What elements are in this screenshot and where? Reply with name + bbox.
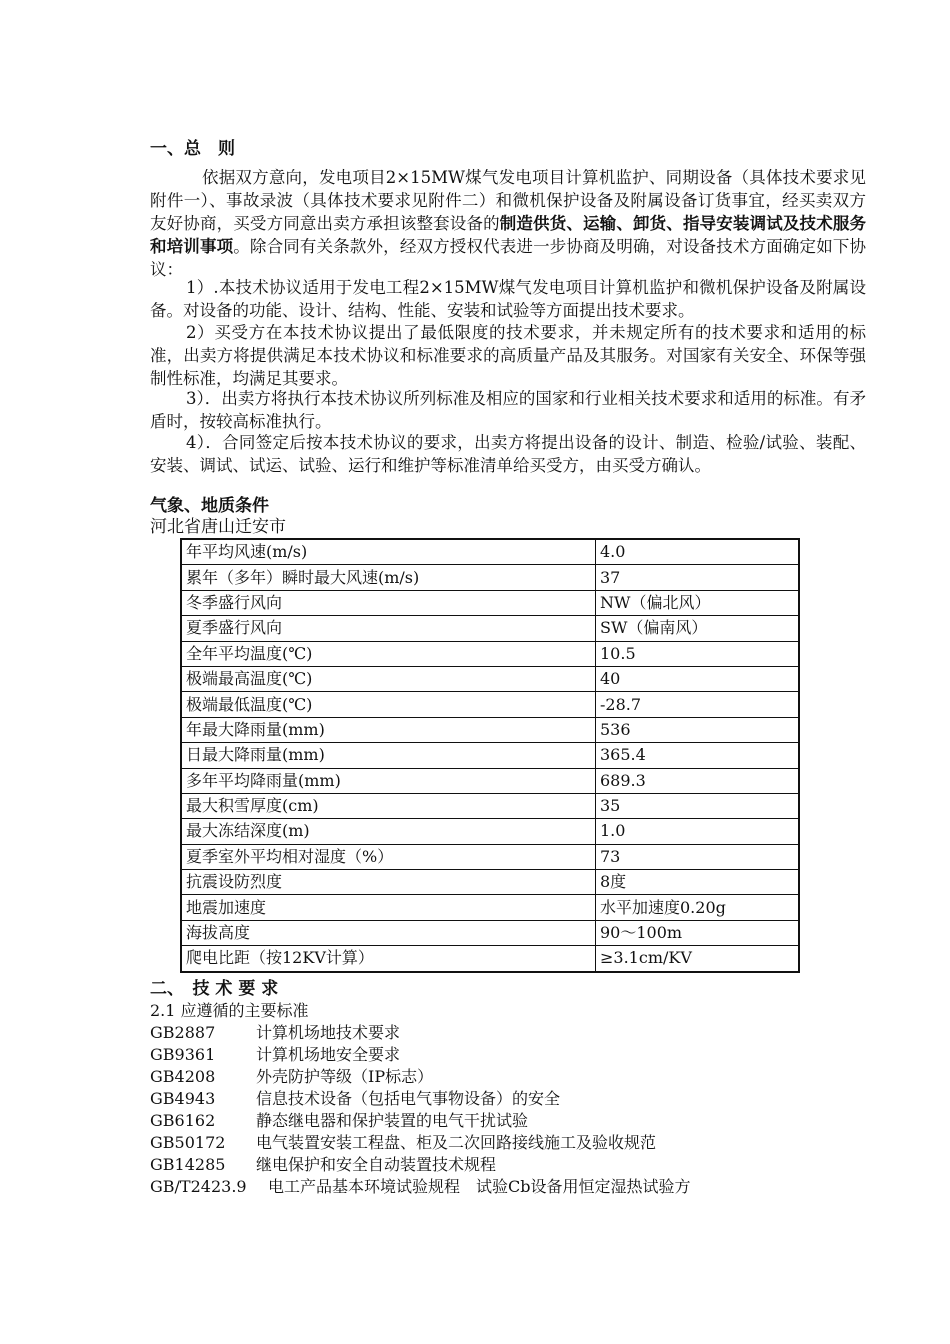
standard-name: 电气装置安装工程盘、柜及二次回路接线施工及验收规范 <box>256 1133 657 1152</box>
climate-parameter: 累年（多年）瞬时最大风速(m/s) <box>181 565 596 590</box>
standard-code: GB6162 <box>150 1111 216 1130</box>
intro-text: 依据双方意向，发电项目2×15MW煤气发电项目计算机监护、同期设备（具体技术要求见附件一）、事故录波（具体技术要求见附件二）和微机保护设备及附属设备订货事宜，经买卖双方友好协商，买受方同意出卖方承担该整套设备的 <box>150 168 866 233</box>
climate-value: 水平加速度0.20g <box>596 895 800 920</box>
climate-row <box>181 692 799 717</box>
climate-parameter: 最大冻结深度(m) <box>181 819 596 844</box>
clause-3: 3）．出卖方将执行本技术协议所列标准及相应的国家和行业相关技术要求和适用的标准。有矛盾时，按较高标准执行。 <box>150 389 866 431</box>
intro-bold-text: 制造供货、运输、卸货、指导安装调试及技术服务和培训事项 <box>150 214 867 256</box>
climate-parameter: 夏季盛行风向 <box>181 616 596 641</box>
climate-parameter: 极端最高温度(℃) <box>181 666 596 691</box>
climate-row <box>181 946 799 972</box>
standard-item <box>150 1176 691 1198</box>
climate-value: 1.0 <box>596 819 800 844</box>
climate-value: 10.5 <box>596 641 800 666</box>
standard-name: 静态继电器和保护装置的电气干扰试验 <box>256 1111 529 1130</box>
standard-name: 计算机场地安全要求 <box>256 1045 401 1064</box>
climate-parameter: 年最大降雨量(mm) <box>181 717 596 742</box>
climate-value: SW（偏南风） <box>596 616 800 641</box>
climate-value: ≥3.1cm/KV <box>596 946 800 972</box>
standard-name: 计算机场地技术要求 <box>256 1023 401 1042</box>
climate-row <box>181 743 799 768</box>
standard-item <box>150 1044 400 1066</box>
climate-parameter: 爬电比距（按12KV计算） <box>181 946 596 972</box>
climate-parameter: 极端最低温度(℃) <box>181 692 596 717</box>
climate-value: 536 <box>596 717 800 742</box>
standard-code: GB/T2423.9 <box>150 1177 247 1196</box>
climate-parameter: 全年平均温度(℃) <box>181 641 596 666</box>
climate-table <box>180 538 800 973</box>
climate-row <box>181 666 799 691</box>
standards-subheading: 2.1 应遵循的主要标准 <box>150 1001 309 1020</box>
climate-value: 73 <box>596 844 800 869</box>
climate-heading: 气象、地质条件 <box>150 496 269 516</box>
climate-value: NW（偏北风） <box>596 590 800 615</box>
section1-heading: 一、总 则 <box>150 139 235 159</box>
standard-item <box>150 1066 433 1088</box>
climate-value: 35 <box>596 793 800 818</box>
climate-value: -28.7 <box>596 692 800 717</box>
clause-1: 1）.本技术协议适用于发电工程2×15MW煤气发电项目计算机监护和微机保护设备及附属设备。对设备的功能、设计、结构、性能、安装和试验等方面提出技术要求。 <box>150 278 866 320</box>
climate-row <box>181 819 799 844</box>
standard-code: GB4208 <box>150 1067 216 1086</box>
standard-name: 外壳防护等级（IP标志） <box>256 1067 434 1086</box>
standard-code: GB2887 <box>150 1023 216 1042</box>
climate-row <box>181 590 799 615</box>
standard-code: GB14285 <box>150 1155 226 1174</box>
climate-row <box>181 844 799 869</box>
intro-paragraph <box>150 166 866 281</box>
climate-value: 37 <box>596 565 800 590</box>
standard-item <box>150 1154 496 1176</box>
standard-name: 电工产品基本环境试验规程 试验Cb设备用恒定湿热试验方 <box>268 1177 691 1196</box>
intro-text-end: 。除合同有关条款外，经双方授权代表进一步协商及明确，对设备技术方面确定如下协议： <box>150 237 867 279</box>
standard-name: 继电保护和安全自动装置技术规程 <box>256 1155 497 1174</box>
climate-parameter: 海拔高度 <box>181 920 596 945</box>
climate-parameter: 年平均风速(m/s) <box>181 539 596 565</box>
standard-code: GB4943 <box>150 1089 216 1108</box>
clause-2: 2）买受方在本技术协议提出了最低限度的技术要求，并未规定所有的技术要求和适用的标准，出卖方将提供满足本技术协议和标准要求的高质量产品及其服务。对国家有关安全、环保等强制性标准，均满足其要求。 <box>150 323 866 388</box>
climate-value: 4.0 <box>596 539 800 565</box>
standard-code: GB50172 <box>150 1133 226 1152</box>
climate-row <box>181 793 799 818</box>
climate-value: 40 <box>596 666 800 691</box>
climate-row <box>181 870 799 895</box>
climate-row <box>181 895 799 920</box>
climate-row <box>181 641 799 666</box>
climate-parameter: 冬季盛行风向 <box>181 590 596 615</box>
climate-parameter: 最大积雪厚度(cm) <box>181 793 596 818</box>
climate-parameter: 抗震设防烈度 <box>181 870 596 895</box>
section2-heading: 二、 技 术 要 求 <box>150 979 279 999</box>
climate-row <box>181 565 799 590</box>
climate-value: 90～100m <box>596 920 800 945</box>
clause-4: 4）．合同签定后按本技术协议的要求，出卖方将提出设备的设计、制造、检验/试验、装配、安装、调试、试运、试验、运行和维护等标准清单给买受方，由买受方确认。 <box>150 433 866 475</box>
standard-item <box>150 1088 560 1110</box>
climate-parameter: 日最大降雨量(mm) <box>181 743 596 768</box>
climate-parameter: 夏季室外平均相对湿度（%） <box>181 844 596 869</box>
climate-parameter: 多年平均降雨量(mm) <box>181 768 596 793</box>
climate-row <box>181 920 799 945</box>
site-location: 河北省唐山迁安市 <box>150 517 286 537</box>
standard-item <box>150 1132 656 1154</box>
climate-row <box>181 717 799 742</box>
climate-value: 365.4 <box>596 743 800 768</box>
climate-row <box>181 539 799 565</box>
climate-value: 8度 <box>596 870 800 895</box>
standard-item <box>150 1110 528 1132</box>
climate-row <box>181 616 799 641</box>
climate-row <box>181 768 799 793</box>
standard-item <box>150 1022 400 1044</box>
climate-value: 689.3 <box>596 768 800 793</box>
climate-parameter: 地震加速度 <box>181 895 596 920</box>
standard-code: GB9361 <box>150 1045 216 1064</box>
standard-name: 信息技术设备（包括电气事物设备）的安全 <box>256 1089 561 1108</box>
